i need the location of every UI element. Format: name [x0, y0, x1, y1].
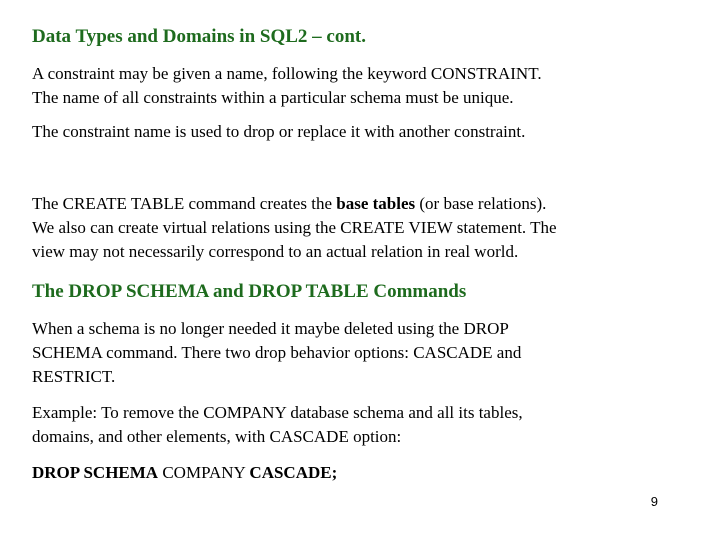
text-line	[32, 192, 692, 216]
text-run: The CREATE TABLE command creates the	[32, 194, 337, 213]
text-line: The name of all constraints within a particular schema must be unique.	[32, 88, 514, 107]
text-line: domains, and other elements, with CASCADE option:	[32, 427, 402, 446]
paragraph-example	[32, 401, 692, 449]
text-run: (or base relations).	[415, 194, 547, 213]
paragraph-create-table	[32, 192, 692, 264]
text-line: view may not necessarily correspond to an actual relation in real world.	[32, 242, 519, 261]
text-line: The constraint name is used to drop or replace it with another constraint.	[32, 122, 526, 141]
text-line: We also can create virtual relations using the CREATE VIEW statement. The	[32, 218, 557, 237]
text-line: When a schema is no longer needed it maybe deleted using the DROP	[32, 319, 509, 338]
slide-title: Data Types and Domains in SQL2 – cont.	[32, 26, 366, 47]
text-line: Example: To remove the COMPANY database schema and all its tables,	[32, 403, 523, 422]
paragraph-drop-schema	[32, 317, 692, 389]
text-line: RESTRICT.	[32, 367, 116, 386]
text-line: A constraint may be given a name, following the keyword CONSTRAINT.	[32, 64, 542, 83]
text-line	[32, 461, 692, 485]
section-heading: The DROP SCHEMA and DROP TABLE Commands	[32, 281, 467, 302]
page-number: 9	[650, 494, 658, 509]
sql-keyword: DROP SCHEMA	[32, 463, 159, 482]
paragraph-constraint-usage	[32, 120, 692, 144]
paragraph-sql-statement	[32, 461, 692, 485]
sql-identifier: COMPANY	[158, 463, 250, 482]
bold-term: base tables	[336, 194, 416, 213]
sql-keyword: CASCADE;	[249, 463, 338, 482]
paragraph-constraint-name	[32, 62, 692, 110]
text-line: SCHEMA command. There two drop behavior options: CASCADE and	[32, 343, 522, 362]
